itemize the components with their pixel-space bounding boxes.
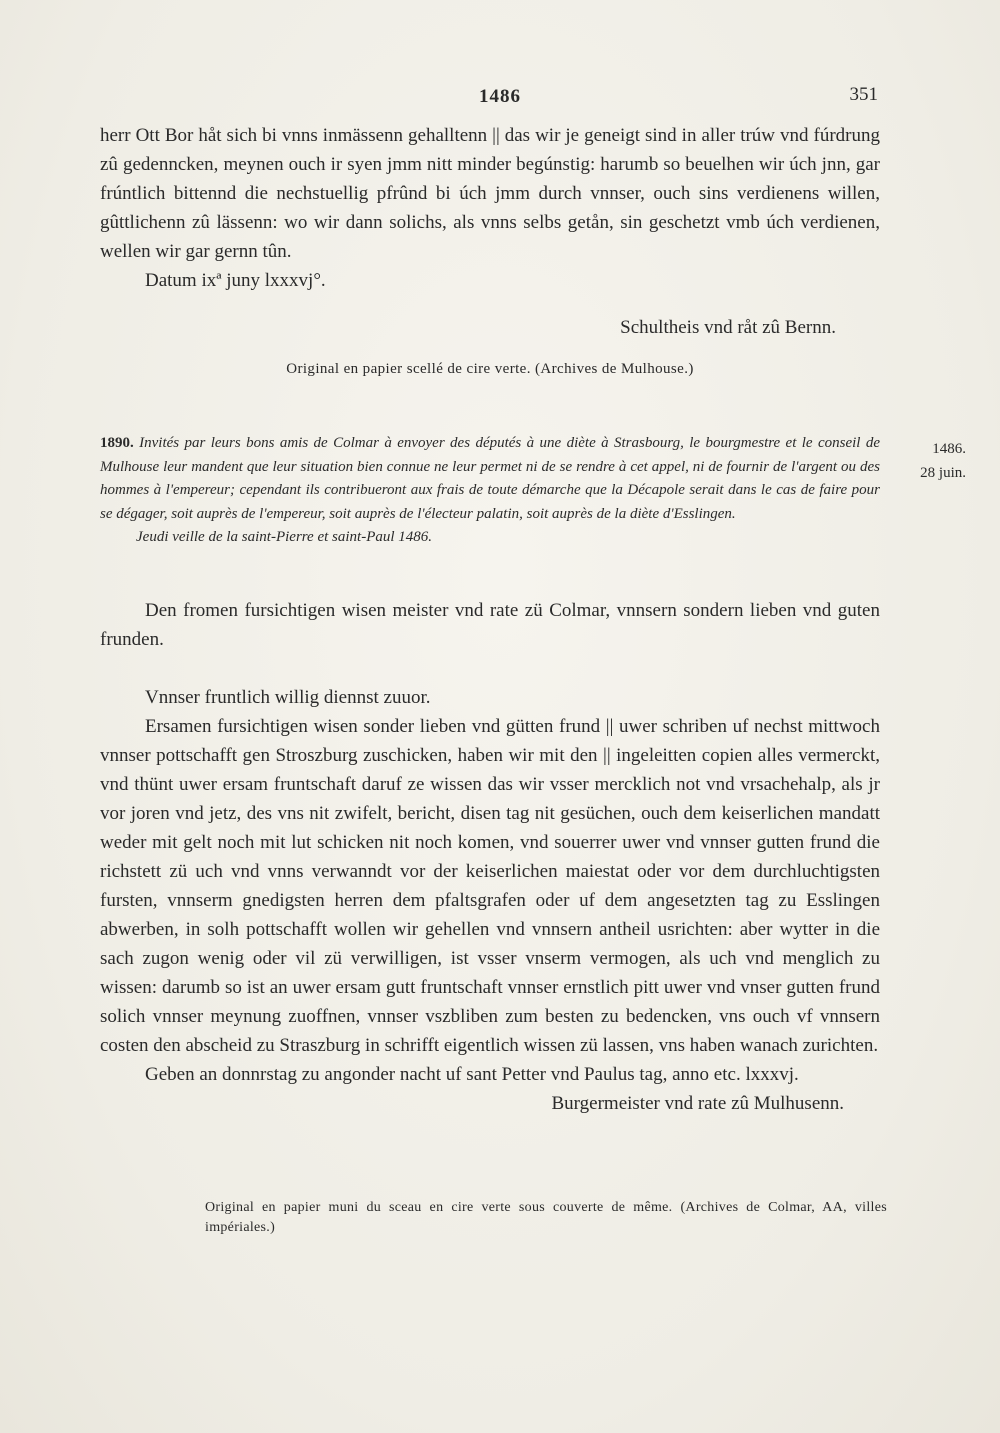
letter-1-body: herr Ott Bor håt sich bi vnns inmässenn gehalltenn || das wir je geneigt sind in aller trúw vnd fúrdrung zû gedenncken, meynen ouch ir syen jmm nitt minder begúnstig: harumb so beuelhen wir úch jnn, gar frúntlich bittennd die nechstuellig pfrûnd bi úch jmm durch vnnser, ouch sins verdienens willen, gûttlichenn zû lässenn: wo wir dann solichs, als vnns selbs getån, sin geschetzt vmb úch verdienen, wellen wir gar gernn tûn. [100, 125, 880, 262]
page-number: 351 [849, 84, 878, 105]
margin-year: 1486. [932, 441, 966, 457]
entry-summary-text: Invités par leurs bons amis de Colmar à envoyer des députés à une diète à Strasbourg, le bourgmestre et le conseil de Mulhouse leur mandent que leur situation bien connue ne leur permet ni de se rendre à cet appel, ni de fournir de l'argent ou des hommes à l'empereur; cependant ils contribueront aux frais de toute démarche que la Décapole serait dans le cas de faire pour se dégager, soit auprès de l'empereur, soit auprès de l'électeur palatin, soit auprès de la diète d'Esslingen. [100, 435, 881, 522]
letter-2-closing: Geben an donnrstag zu angonder nacht uf sant Petter vnd Paulus tag, anno etc. lxxxvj. [145, 1064, 799, 1085]
letter-1-signature: Schultheis vnd råt zû Bernn. [620, 317, 836, 338]
letter-2-greeting: Vnnser fruntlich willig diennst zuuor. [145, 687, 431, 708]
letter-2-address: Den fromen fursichtigen wisen meister vnd rate zü Colmar, vnnsern sondern lieben vnd guten frunden. [100, 600, 880, 650]
entry-1890-summary [100, 432, 880, 550]
letter-2-body: Ersamen fursichtigen wisen sonder lieben vnd gütten frund || uwer schriben uf nechst mittwoch vnnser pottschafft gen Stroszburg zuschicken, haben wir mit den || ingeleitten copien alles vermerckt, vnd thünt uwer ersam fruntschaft daruf ze wissen das wir vsser mercklich not vnd vrsachehalp, als jr vor joren vnd jetz, des vns nit zwifelt, bericht, disen tag nit gesüchen, ouch dem keiserlichen mandatt weder mit gelt noch mit lut schicken nit noch komen, vnd souerrer uwer vnd vnnser gutten frund die richstett zü uch vnd vnns verwanndt vor der keiserlichen maiestat oder vor dem durchluchtigsten fursten, vnnserm gnedigsten herren dem pfaltsgrafen oder uf dem angesetzten tag zu Esslingen abwerben, in solh pottschafft wollen wir gehellen vnd vnnsern antheil usrichten: aber wytter in die sach zugon wenig oder vil zü verwilligen, ist vsser vnserm vermogen, als uch vnd menglich zu wissen: darumb so ist an uwer ersam gutt fruntschaft vnnser ernstlich pitt uwer vnd vnser gutten frund solich vnnser meynung zuoffnen, vnnser vszbliben zum besten zu bedencken, vns ouch vf vnnsern costen den abscheid zu Straszburg in schrifft eigentlich wissen zü lassen, vns haben wanach zurichten. [100, 716, 880, 1056]
entry-number: 1890. [100, 435, 134, 451]
running-header-year: 1486 [479, 86, 521, 107]
letter-2-source: Original en papier muni du sceau en cire verte sous couverte de même. (Archives de Colmar, AA, villes impériales.) [205, 1200, 887, 1235]
margin-date-note [896, 438, 966, 485]
letter-1 [100, 121, 880, 295]
letter-2-source-note [205, 1198, 887, 1238]
letter-2-signature: Burgermeister vnd rate zû Mulhusenn. [551, 1093, 844, 1114]
letter-1-date: Datum ixª juny lxxxvj°. [145, 270, 326, 291]
letter-1-signature-wrap [100, 313, 880, 342]
margin-date: 28 juin. [920, 464, 966, 481]
entry-date-line: Jeudi veille de la saint-Pierre et saint-Paul 1486. [136, 529, 433, 545]
letter-1-source-note: Original en papier scellé de cire verte. (Archives de Mulhouse.) [286, 361, 694, 377]
letter-2 [100, 596, 880, 1118]
